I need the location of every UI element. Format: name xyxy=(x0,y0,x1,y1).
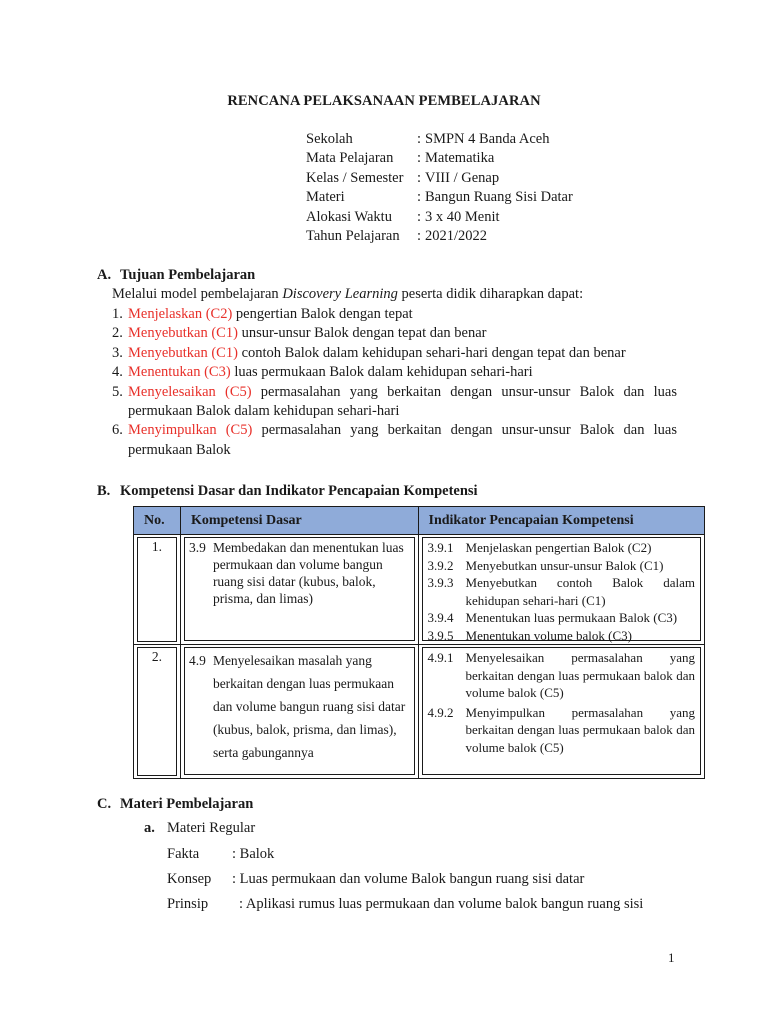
competency-table xyxy=(133,506,705,779)
row-number: 1. xyxy=(151,539,163,554)
info-row-materi: Materi : Bangun Ruang Sisi Datar xyxy=(306,189,573,206)
info-row-tahun-pelajaran: Tahun Pelajaran : 2021/2022 xyxy=(306,227,488,244)
table-header-row xyxy=(134,507,705,535)
indicator-item: 4.9.1 Menyelesaikan permasalahan yang berkaitan dengan luas permukaan balok dan volume balok (C5) xyxy=(427,650,695,700)
section-b-heading: B. Kompetensi Dasar dan Indikator Pencapaian Kompetensi xyxy=(97,483,478,499)
table-row xyxy=(134,535,705,645)
material-konsep-value: : Luas permukaan dan volume Balok bangun ruang sisi datar xyxy=(232,871,585,887)
info-row-kelas-semester: Kelas / Semester : VIII / Genap xyxy=(306,169,500,186)
material-fakta-label: Fakta xyxy=(167,846,200,862)
list-item: 4. Menentukan (C3) luas permukaan Balok dalam kehidupan sehari-hari xyxy=(112,364,533,381)
competency-text: 4.9 Menyelesaikan masalah yang berkaitan dengan luas permukaan dan volume bangun ruang sisi datar (kubus, balok, prisma, dan limas), serta gabungannya xyxy=(188,653,406,760)
material-konsep-label: Konsep xyxy=(167,871,212,887)
subsection-a-heading: a. Materi Regular xyxy=(144,820,256,836)
info-row-alokasi-waktu: Alokasi Waktu : 3 x 40 Menit xyxy=(306,208,500,225)
material-prinsip-label: Prinsip xyxy=(167,896,209,912)
section-a-intro: Melalui model pembelajaran Discovery Learning peserta didik diharapkan dapat: xyxy=(112,286,584,302)
column-header-indikator: Indikator Pencapaian Kompetensi xyxy=(418,507,704,535)
list-item: 3. Menyebutkan (C1) contoh Balok dalam kehidupan sehari-hari dengan tepat dan benar xyxy=(112,344,626,361)
indicator-item: 4.9.2 Menyimpulkan permasalahan yang berkaitan dengan luas permukaan balok dan volume balok (C5) xyxy=(427,704,695,755)
material-fakta-value: : Balok xyxy=(232,846,275,862)
row-number: 2. xyxy=(151,649,163,664)
document-title: RENCANA PELAKSANAAN PEMBELAJARAN xyxy=(227,93,541,109)
indicator-item: 3.9.2 Menyebutkan unsur-unsur Balok (C1) xyxy=(427,557,664,573)
goals-list xyxy=(112,305,677,460)
list-item: 1. Menjelaskan (C2) pengertian Balok dengan tepat xyxy=(112,306,413,322)
competency-text: 3.9 Membedakan dan menentukan luas permukaan dan volume bangun ruang sisi datar (kubus, balok, prisma, dan limas) xyxy=(188,540,404,606)
indicator-item: 3.9.4 Menentukan luas permukaan Balok (C3) xyxy=(427,610,678,625)
indicator-item: 3.9.1 Menjelaskan pengertian Balok (C2) xyxy=(427,540,652,555)
table-row xyxy=(134,645,705,779)
column-header-kompetensi-dasar: Kompetensi Dasar xyxy=(180,507,418,535)
info-block xyxy=(306,131,706,247)
section-a-heading: A. Tujuan Pembelajaran xyxy=(97,267,256,283)
indicator-item: 3.9.3 Menyebutkan contoh Balok dalam kehidupan sehari-hari (C1) xyxy=(427,575,695,608)
indicator-item: 3.9.5 Menentukan volume balok (C3) xyxy=(427,627,632,643)
page-number: 1 xyxy=(668,950,675,965)
info-row-mata-pelajaran: Mata Pelajaran : Matematika xyxy=(306,150,495,167)
list-item: 6. Menyimpulkan (C5) permasalahan yang berkaitan dengan unsur-unsur Balok dan luas permukaan Balok xyxy=(112,422,677,458)
section-c-heading: C. Materi Pembelajaran xyxy=(97,796,254,812)
column-header-no: No. xyxy=(134,507,181,535)
material-prinsip-value: : Aplikasi rumus luas permukaan dan volume balok bangun ruang sisi xyxy=(239,896,644,912)
info-row-sekolah: Sekolah : SMPN 4 Banda Aceh xyxy=(306,131,550,147)
list-item: 2. Menyebutkan (C1) unsur-unsur Balok dengan tepat dan benar xyxy=(112,325,487,342)
list-item: 5. Menyelesaikan (C5) permasalahan yang berkaitan dengan unsur-unsur Balok dan luas permukaan Balok dalam kehidupan sehari-hari xyxy=(112,383,677,420)
